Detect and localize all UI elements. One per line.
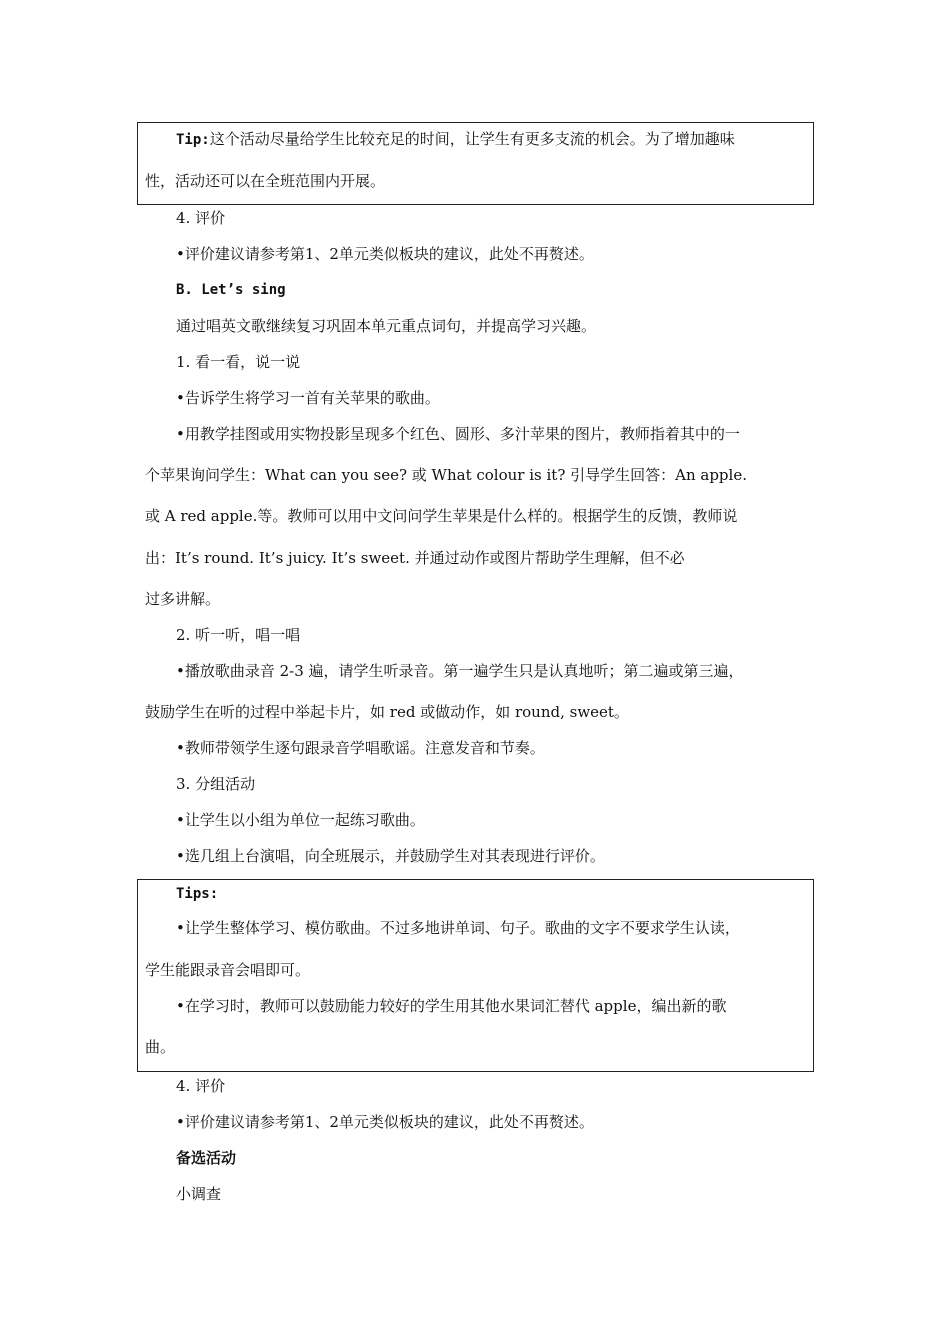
bullet-text: •播放歌曲录音 2-3 遍，请学生听录音。第一遍学生只是认真地听；第二遍或第三遍， xyxy=(176,662,744,680)
section-title: B. Let’s sing xyxy=(176,282,286,298)
tips-line: 曲。 xyxy=(145,1038,176,1056)
paragraph: 通过唱英文歌继续复习巩固本单元重点词句，并提高学习兴趣。 xyxy=(176,317,597,335)
bullet-text: •选几组上台演唱，向全班展示，并鼓励学生对其表现进行评价。 xyxy=(176,847,605,865)
section-title: 备选活动 xyxy=(176,1149,237,1167)
section-heading: 2. 听一听，唱一唱 xyxy=(176,626,301,644)
bullet-text: •评价建议请参考第1、2单元类似板块的建议，此处不再赘述。 xyxy=(176,1113,594,1131)
tips-label: Tips: xyxy=(176,886,219,902)
bullet-text: 鼓励学生在听的过程中举起卡片，如 red 或做动作，如 round, sweet。 xyxy=(145,703,629,721)
bullet-text: •评价建议请参考第1、2单元类似板块的建议，此处不再赘述。 xyxy=(176,245,594,263)
bullet-text: 个苹果询问学生：What can you see? 或 What colour is it? 引导学生回答：An apple. xyxy=(145,466,747,484)
section-heading: 4. 评价 xyxy=(176,1077,226,1095)
tip-line: 性，活动还可以在全班范围内开展。 xyxy=(145,172,386,190)
bullet-text: 出：It’s round. It’s juicy. It’s sweet. 并通过动作或图片帮助学生理解，但不必 xyxy=(145,549,685,567)
bullet-text: 过多讲解。 xyxy=(145,590,221,608)
section-heading: 3. 分组活动 xyxy=(176,775,256,793)
bullet-text: •让学生以小组为单位一起练习歌曲。 xyxy=(176,811,425,829)
paragraph: 小调查 xyxy=(176,1185,222,1203)
bullet-text: •用教学挂图或用实物投影呈现多个红色、圆形、多汁苹果的图片，教师指着其中的一 xyxy=(176,425,740,443)
tip-text: 这个活动尽量给学生比较充足的时间，让学生有更多支流的机会。为了增加趣味 xyxy=(209,130,735,148)
bullet-text: •教师带领学生逐句跟录音学唱歌谣。注意发音和节奏。 xyxy=(176,739,545,757)
tip-label: Tip: xyxy=(176,132,210,148)
section-heading: 4. 评价 xyxy=(176,209,226,227)
section-heading: 1. 看一看，说一说 xyxy=(176,353,301,371)
tip-line xyxy=(176,129,735,150)
tips-line: •在学习时，教师可以鼓励能力较好的学生用其他水果词汇替代 apple，编出新的歌 xyxy=(176,997,727,1015)
tips-line: •让学生整体学习、模仿歌曲。不过多地讲单词、句子。歌曲的文字不要求学生认读， xyxy=(176,919,740,937)
bullet-text: 或 A red apple.等。教师可以用中文问问学生苹果是什么样的。根据学生的反馈，教师说 xyxy=(145,507,738,525)
tips-line: 学生能跟录音会唱即可。 xyxy=(145,961,311,979)
bullet-text: •告诉学生将学习一首有关苹果的歌曲。 xyxy=(176,389,440,407)
